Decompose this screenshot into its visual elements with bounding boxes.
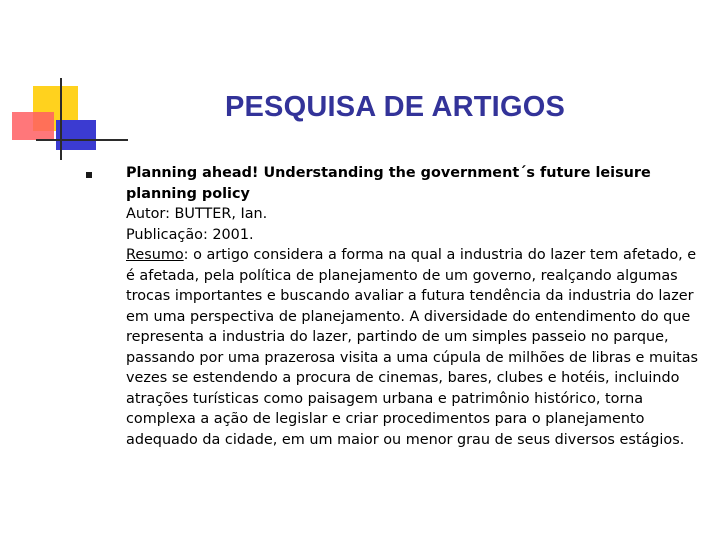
red-square-shape: [12, 112, 54, 140]
vertical-line-shape: [60, 78, 62, 160]
bullet-square-icon: [86, 172, 92, 178]
summary-paragraph: [126, 245, 706, 450]
decorative-logo: [0, 0, 110, 170]
blue-square-shape: [56, 120, 96, 150]
article-title: Planning ahead! Understanding the government´s future leisure planning policy: [126, 165, 651, 202]
slide-title: PESQUISA DE ARTIGOS: [224, 91, 566, 123]
author-line: Autor: BUTTER, Ian.: [126, 206, 268, 222]
summary-label: Resumo: [126, 247, 184, 263]
article-entry: [126, 163, 706, 450]
publication-line: Publicação: 2001.: [126, 226, 254, 243]
summary-text: : o artigo considera a forma na qual a industria do lazer tem afetado, e é afetada, pela política de planejamento de um governo, realçando algumas trocas importantes e buscando avaliar a futura tendência da industria do lazer em uma perspectiva de planejamento. A diversidade do entendimento do que representa a industria do lazer, partindo de um simples passeio no parque, passando por uma prazerosa visita a uma cúpula de milhões de libras e muitas vezes se estendendo a procura de cinemas, bares, clubes e hotéis, incluindo atrações turísticas como paisagem urbana e patrimônio histórico, torna complexa a ação de legislar e criar procedimentos para o planejamento adequado da cidade, em um maior ou menor grau de seus diversos estágios.: [126, 247, 699, 448]
horizontal-line-shape: [36, 139, 128, 141]
